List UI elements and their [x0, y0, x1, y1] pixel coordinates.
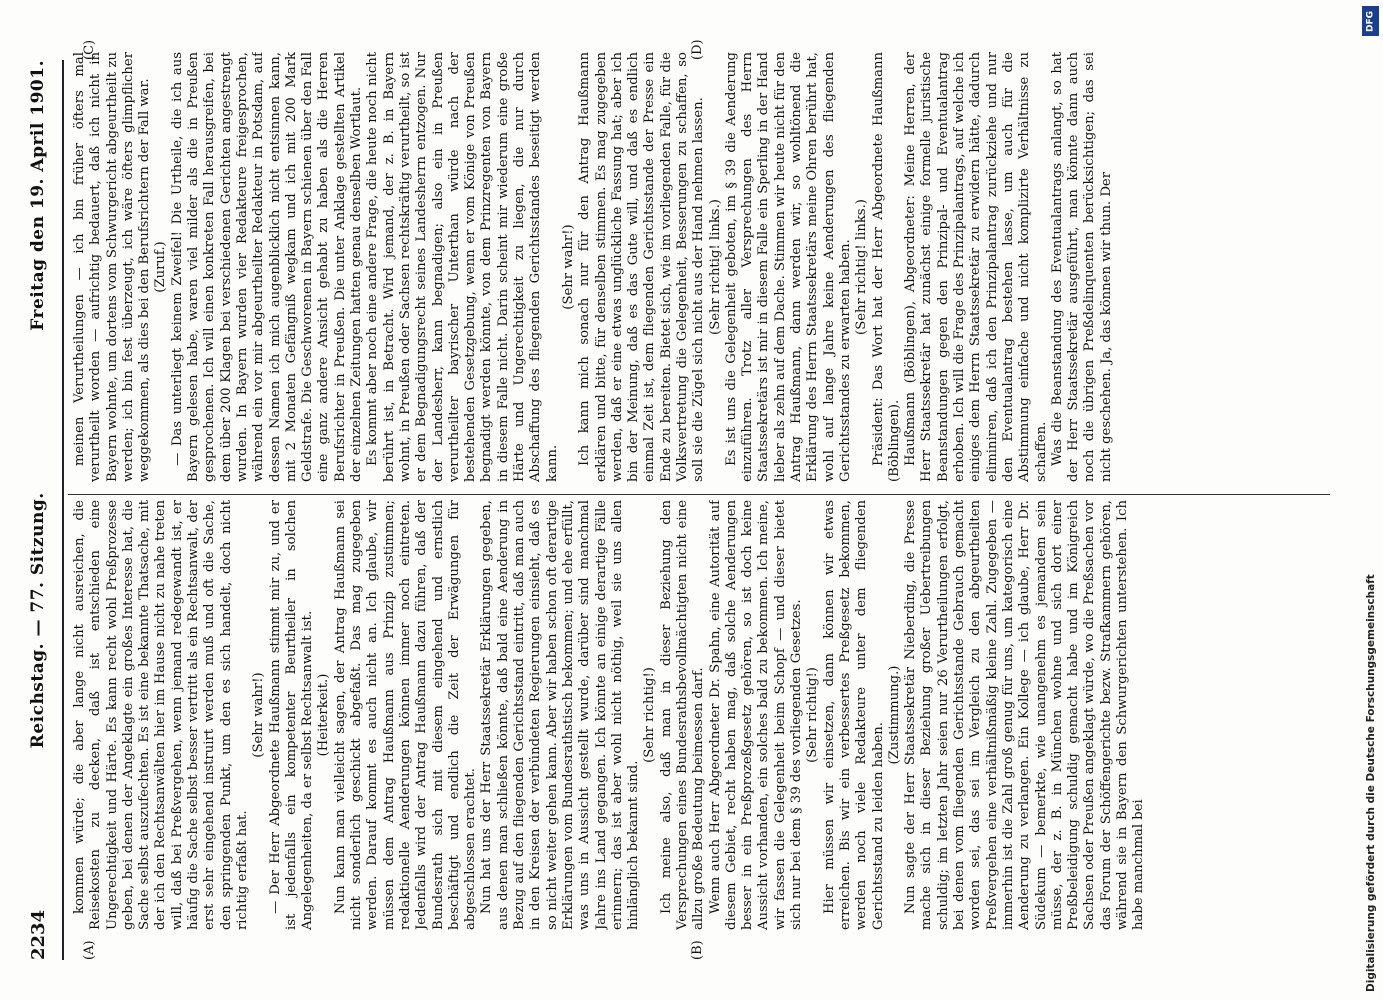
digitisation-stamp-text: Digitalisierung gefördert durch die Deutsche Forschungsgemeinschaft	[1364, 574, 1377, 992]
left-column	[72, 500, 1332, 930]
stage-direction: (Sehr richtig!)	[642, 667, 658, 763]
paragraph: Hier müssen wir einsetzen, dann können wir etwas erreichen. Bis wir ein verbessertes Preßgesetz bekommen, werden noch viele Redakteure unter dem fliegenden Gerichtsstand zu leiden haben.	[821, 500, 886, 930]
running-title-left: Reichstag. — 77. Sitzung.	[28, 492, 48, 749]
column-divider	[68, 494, 1330, 495]
paragraph: kommen würde; die aber lange nicht ausreichen, die Reisekosten zu decken, daß ist entschieden eine Ungerechtigkeit und Härte. Es kann recht wohl Preßprozesse geben, bei denen der Angeklagte ein großes Interesse hat, die Sache selbst auszufechten. Es ist eine bekannte Thatsache, mit der ich den Rechtsanwälten hier im Hause nicht zu nahe treten will, daß bei Preßvergehen, wenn jemand redegewandt ist, er häufig die Sache selbst besser vertritt als ein Rechtsanwalt, der erst sehr eingehend instruirt werden muß und oft die Sache, den springenden Punkt, um den es sich handelt, doch nicht richtig erfaßt hat.	[72, 500, 250, 930]
stage-direction: (Sehr richtig! links.)	[854, 199, 870, 335]
digitisation-stamp	[1358, 0, 1383, 1000]
paragraph: Nun hat uns der Herr Staatssekretär Erklärungen gegeben, aus denen man schließen könnte, daß bald eine Aenderung in Bezug auf den fliegenden Gerichtsstand eintritt, daß man auch in den Kreisen der verbündeten Regierungen einsieht, daß es so nicht weiter gehen kann. Aber wir haben schon oft derartige Erklärungen vom Bundesrathstisch bekommen; und ehe erfüllt, was uns in Aussicht gestellt wurde, darüber sind manchmal Jahre ins Land gegangen. Ich könnte an einige derartige Fälle erinnern; das ist aber wohl nicht nöthig, weil sie uns allen hinlänglich bekannt sind.	[479, 500, 642, 930]
paragraph: Nun kann man vielleicht sagen, der Antrag Haußmann sei nicht sonderlich geschickt abgefaßt. Das mag zugegeben werden. Darauf kommt es auch nicht an. Ich glaube, wir müssen dem Antrag Haußmann aus Prinzip zustimmen; redaktionelle Aenderungen können immer noch eintreten. Jedenfalls wird der Antrag Haußmann dazu führen, daß der Bundesrath sich mit diesem eingehend und ernstlich beschäftigt und endlich die Zeit der Erwägungen für abgeschlossen erachtet.	[332, 500, 479, 930]
margin-mark-c: (C)	[82, 39, 97, 60]
paragraph: — Das unterliegt keinem Zweifel! Die Urtheile, die ich aus Bayern gelesen habe, waren viel milder als die in Preußen gesprochenen. Ich will einen konkreten Fall herausgreifen, bei dem über 200 Klagen bei verschiedenen Gerichten angestrengt wurden. In Bayern wurden vier Redakteure freigesprochen, während ein vor mir abgeurtheilter Redakteur in Potsdam, auf dessen Namen ich mich augenblicklich nicht entsinnen kann, mit 2 Monaten Gefängniß wegkam und ich mit 200 Mark Geldstrafe. Die Geschworenen in Bayern schienen über den Fall eine ganz andere Ansicht gehabt zu haben als die Herren Berufsrichter in Preußen. Die unter Anklage gestellten Artikel der einzelnen Zeitungen hatten genau denselben Wortlaut.	[169, 52, 365, 482]
paragraph: — Der Herr Abgeordnete Haußmann stimmt mir zu, und er ist jedenfalls ein kompetenter Beurtheiler in solchen Angelegenheiten, da er selbst Rechtsanwalt ist.	[267, 500, 316, 930]
paragraph: Präsident: Das Wort hat der Herr Abgeordnete Haußmann (Böblingen).	[870, 52, 902, 482]
running-title-right: Freitag den 19. April 1901.	[28, 60, 48, 331]
paragraph: Haußmann (Böblingen), Abgeordneter: Meine Herren, der Herr Staatssekretär hat zunächst einige formelle juristische Beanstandungen gegen den Prinzipal- und Eventualantrag erhoben. Ich will die Frage des Prinzipalantrags, auf welche ich einiges dem Herrn Staatssekretär zu erwidern hätte, dadurch eliminiren, daß ich den Prinzipalantrag zurückziehe und nur den Eventualantrag bestehen lasse, um auch für die Abstimmung einfache und nicht komplizirte Verhältnisse zu schaffen.	[903, 52, 1049, 482]
margin-mark-d: (D)	[690, 39, 705, 60]
paragraph: Wenn auch Herr Abgeordneter Dr. Spahn, eine Autorität auf diesem Gebiet, recht haben mag, daß solche Aenderungen besser in ein Preßprozeßgesetz gehören, so ist doch keine Aussicht vorhanden, ein solches bald zu bekommen. Ich meine, wir fassen die Gelegenheit beim Schopf — und dieser bietet sich nur bei dem § 39 des vorliegenden Gesetzes.	[707, 500, 805, 930]
stage-direction: (Sehr wahr!)	[560, 224, 576, 310]
stage-direction: (Sehr wahr!)	[251, 672, 267, 758]
margin-mark-b: (B)	[690, 940, 705, 960]
stage-direction: (Zuruf.)	[153, 241, 169, 293]
right-column	[72, 52, 1332, 482]
paragraph: Es kommt aber noch eine andere Frage, die heute noch nicht berührt ist, in Betracht. Wird jemand, der z. B. in Bayern wohnt, in Preußen oder Sachsen rechtskräftig verurtheilt, so ist er dem Begnadigungsrecht seines Landesherrn entzogen. Nur der Landesherr, kann begnadigen; also ein in Preußen verurtheilter bayrischer Unterthan würde nach der bestehenden Gesetzgebung, wenn er vom Könige von Preußen begnadigt werden könnte, von dem Prinzregenten von Bayern in diesem Falle nicht. Darin scheint mir wiederum eine große Härte und Ungerechtigkeit zu liegen, die nur durch Abschaffung des fliegenden Gerichtsstandes beseitigt werden kann.	[365, 52, 560, 482]
margin-mark-a: (A)	[82, 940, 97, 960]
stage-direction: (Heiterkeit.)	[316, 673, 332, 757]
paragraph: Was die Beanstandung des Eventualantrags anlangt, so hat der Herr Staatssekretär ausgeführt, man könnte dann auch noch die übrigen Preßdelinquenten berücksichtigen; das sei nicht geschehen. Ja, das können wir thun. Der	[1049, 52, 1114, 482]
paragraph: Ich kann mich sonach nur für den Antrag Haußmann erklären und bitte, für denselben stimmen. Es mag zugegeben werden, daß er eine etwas unglückliche Fassung hat; aber ich bin der Meinung, daß es das Gute will, und daß es endlich einmal Zeit ist, dem fliegenden Gerichtsstande der Presse ein Ende zu bereiten. Bietet sich, wie im vorliegenden Falle, für die Volksvertretung die Gelegenheit, Besserungen zu schaffen, so soll sie die Zügel sich nicht aus der Hand nehmen lassen.	[577, 52, 707, 482]
stage-direction: (Zustimmung.)	[886, 665, 902, 765]
paragraph: Nun sagte der Herr Staatssekretär Nieberding, die Presse mache sich in dieser Beziehung großer Uebertreibungen schuldig; im letzten Jahr seien nur 26 Verurtheilungen erfolgt, bei denen vom fliegenden Gerichtsstande Gebrauch gemacht worden sei, das sei im Vergleich zu den abgeurtheilten Preßvergehen eine verhältnißmäßig kleine Zahl. Zugegeben — immerhin ist die Zahl groß genug für uns, um kategorisch eine Aenderung zu verlangen. Ein Kollege — ich glaube, Herr Dr. Südekum — bemerkte, wie unangenehm es jemandem sein müsse, der z. B. in München wohne und sich dort einer Preßbeleidigung schuldig gemacht habe und im Königreich Sachsen oder Preußen angeklagt würde, wo die Preßsachen vor das Forum der Schöffengerichte bezw. Strafkammern gehören, während sie in Bayern den Schwurgerichten unterstehen. Ich habe manchmal bei	[903, 500, 1147, 930]
paragraph: Ich meine also, daß man in dieser Beziehung den Versprechungen eines Bundesrathsbevollmächtigten nicht eine allzu große Bedeutung beimessen darf.	[658, 500, 707, 930]
stage-direction: (Sehr richtig! links.)	[707, 199, 723, 335]
page-number: 2234	[27, 909, 49, 960]
stage-direction: (Sehr richtig!)	[805, 667, 821, 763]
page-header	[18, 60, 58, 960]
dfg-logo: DFG	[1362, 6, 1379, 36]
paragraph: meinen Verurtheilungen — ich bin früher öfters mal verurtheilt worden — aufrichtig bedauert, daß ich nicht in Bayern wohnte, um dortens vom Schwurgericht abgeurtheilt zu werden; ich bin fest überzeugt, ich wäre öfters glimpflicher weggekommen, als dies bei den Berufsrichtern der Fall war.	[72, 52, 153, 482]
paragraph: Es ist uns die Gelegenheit geboten, im § 39 die Aenderung einzuführen. Trotz aller Versprechungen des Herrn Staatssekretärs ist mir in diesem Falle ein Sperling in der Hand lieber als zehn auf dem Dache. Stimmen wir heute nicht für den Antrag Haußmann, dann werden wir, so wohltönend die Erklärung des Herrn Staatssekretärs meine Ohren berührt hat, wohl auf lange Jahre keine Aenderungen des fliegenden Gerichtsstandes zu erwarten haben.	[723, 52, 853, 482]
header-rule	[62, 60, 64, 960]
